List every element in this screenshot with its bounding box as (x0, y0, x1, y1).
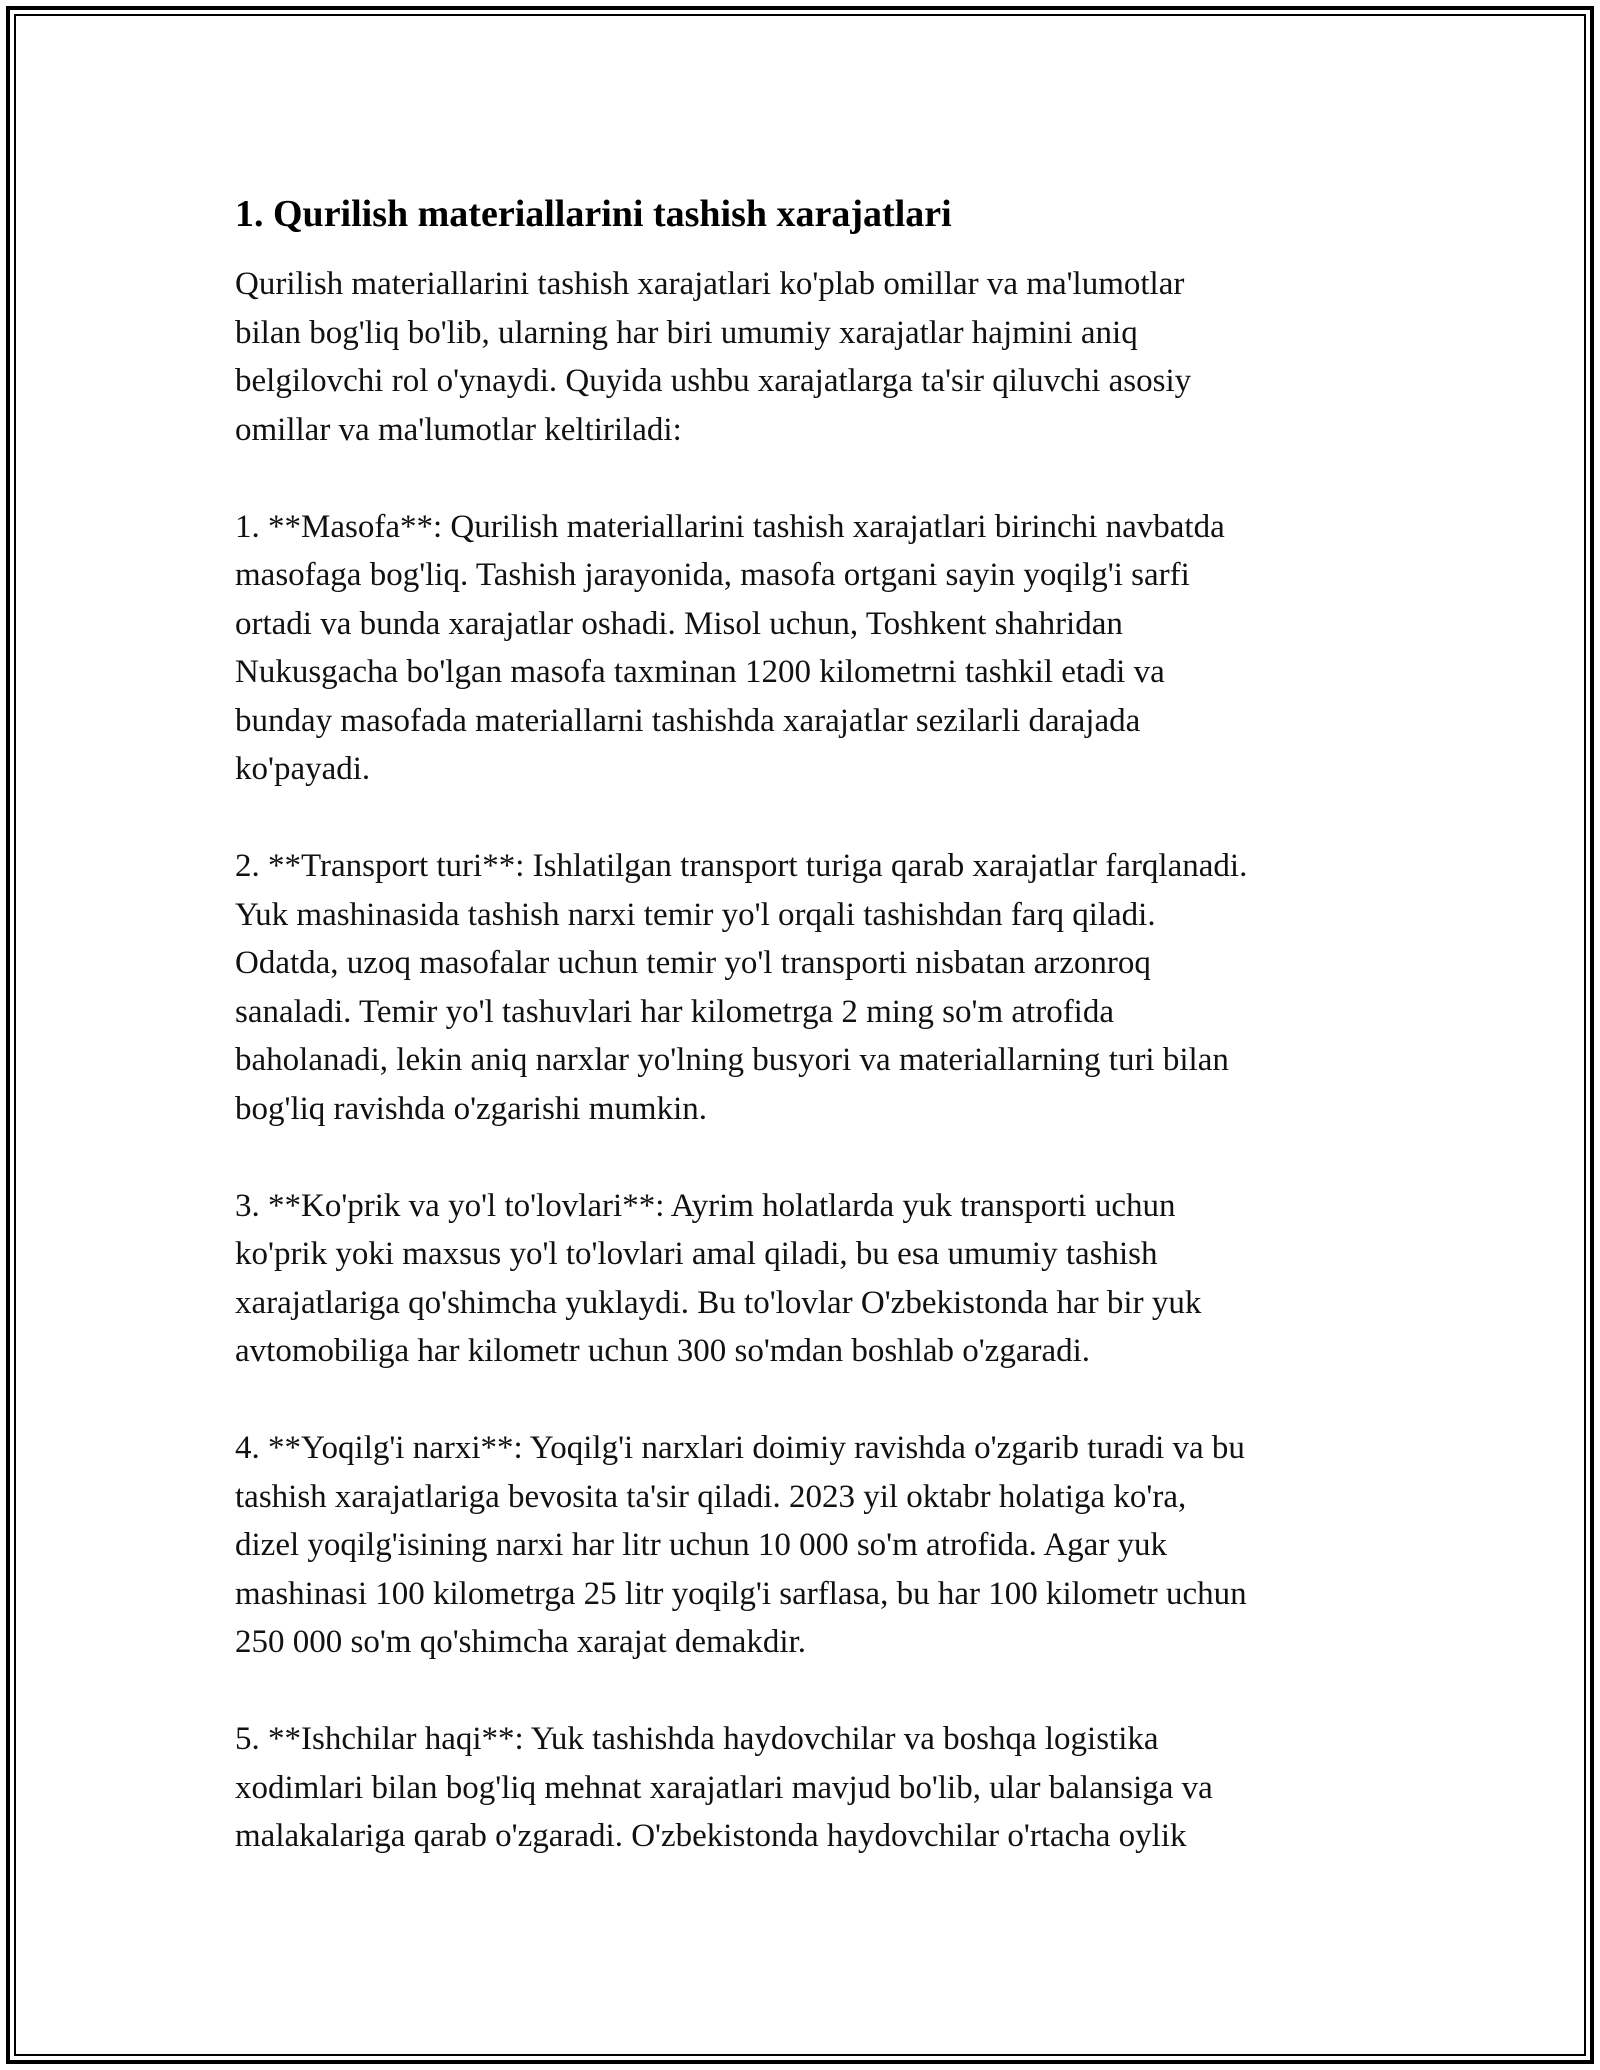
document-body (235, 186, 1395, 1909)
list-item-koprik-yol-tolovlari: 3. **Ko'prik va yo'l to'lovlari**: Ayrim holatlarda yuk transporti uchun ko'prik yoki maxsus yo'l to'lovlari amal qiladi, bu esa umumiy tashish xarajatlariga qo'shimcha yuklaydi. Bu to'lovlar O'zbekistonda har bir yuk avtomobiliga har kilometr uchun 300 so'mdan boshlab o'zgaradi. (235, 1187, 1202, 1369)
list-item-transport-turi: 2. **Transport turi**: Ishlatilgan transport turiga qarab xarajatlar farqlanadi. Yuk mashinasida tashish narxi temir yo'l orqali tashishdan farq qiladi. Odatda, uzoq masofalar uchun temir yo'l transporti nisbatan arzonroq sanaladi. Temir yo'l tashuvlari har kilometrga 2 ming so'm atrofida baholanadi, lekin aniq narxlar yo'lning busyori va materiallarning turi bilan bog'liq ravishda o'zgarishi mumkin. (235, 848, 1248, 1127)
section-title: 1. Qurilish materiallarini tashish xarajatlari (235, 193, 952, 235)
list-item-ishchilar-haqi: 5. **Ishchilar haqi**: Yuk tashishda haydovchilar va boshqa logistika xodimlari bilan bog'liq mehnat xarajatlari mavjud bo'lib, ular balansiga va malakalariga qarab o'zgaradi. O'zbekistonda haydovchilar o'rtacha oylik (235, 1721, 1213, 1854)
list-item-yoqilgi-narxi: 4. **Yoqilg'i narxi**: Yoqilg'i narxlari doimiy ravishda o'zgarib turadi va bu tashish xarajatlariga bevosita ta'sir qiladi. 2023 yil oktabr holatiga ko'ra, dizel yoqilg'isining narxi har litr uchun 10 000 so'm atrofida. Agar yuk mashinasi 100 kilometrga 25 litr yoqilg'i sarflasa, bu har 100 kilometr uchun 250 000 so'm qo'shimcha xarajat demakdir. (235, 1430, 1247, 1660)
intro-paragraph: Qurilish materiallarini tashish xarajatlari ko'plab omillar va ma'lumotlar bilan bog'liq bo'lib, ularning har biri umumiy xarajatlar hajmini aniq belgilovchi rol o'ynaydi. Quyida ushbu xarajatlarga ta'sir qiluvchi asosiy omillar va ma'lumotlar keltiriladi: (235, 266, 1192, 448)
list-item-masofa: 1. **Masofa**: Qurilish materiallarini tashish xarajatlari birinchi navbatda masofaga bog'liq. Tashish jarayonida, masofa ortgani sayin yoqilg'i sarfi ortadi va bunda xarajatlar oshadi. Misol uchun, Toshkent shahridan Nukusgacha bo'lgan masofa taxminan 1200 kilometrni tashkil etadi va bunday masofada materiallarni tashishda xarajatlar sezilarli darajada ko'payadi. (235, 508, 1225, 787)
